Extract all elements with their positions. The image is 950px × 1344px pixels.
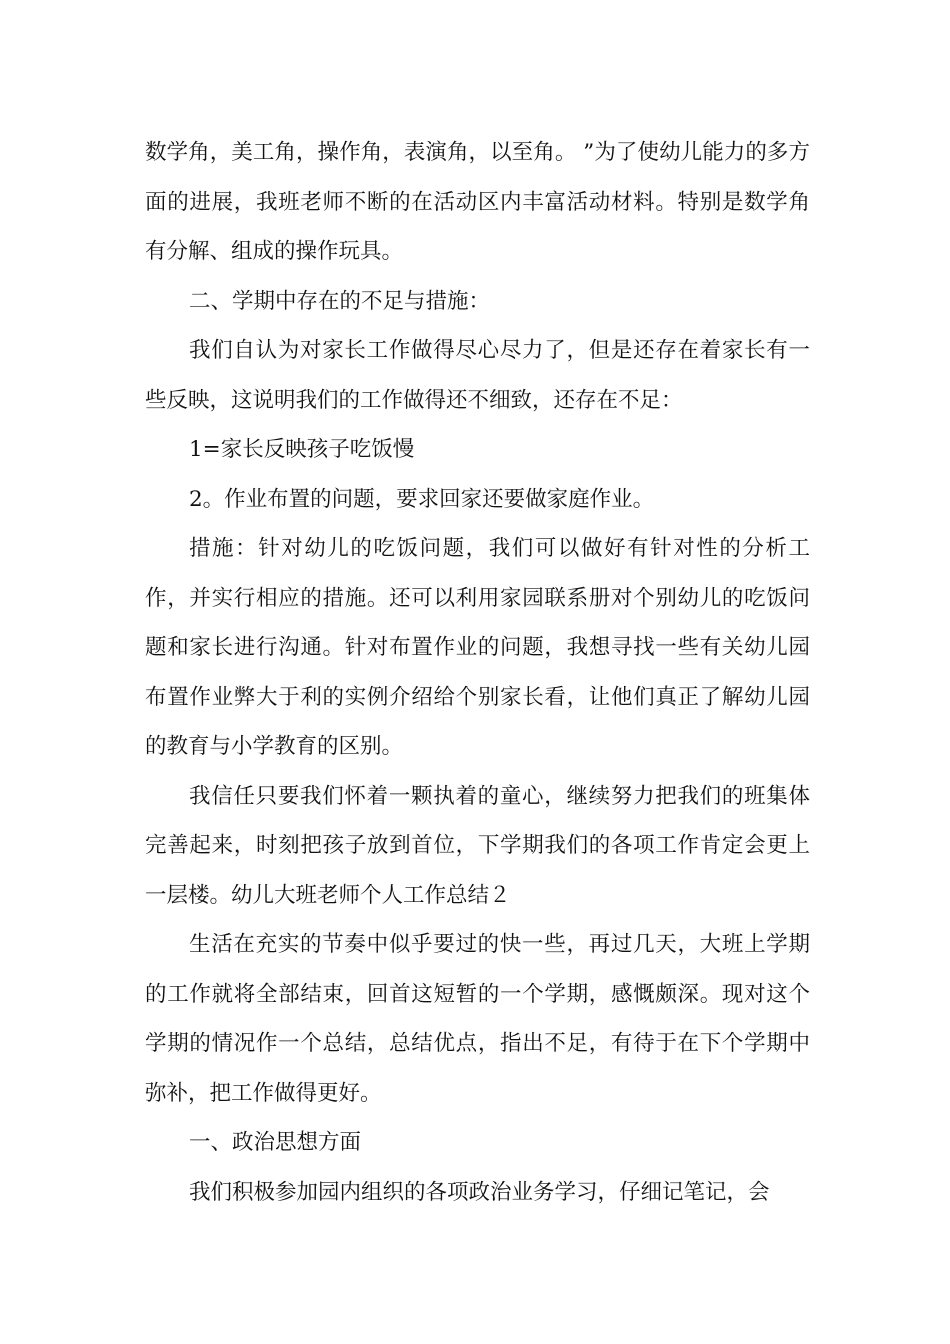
list-item: 2。作业布置的问题，要求回家还要做家庭作业。 <box>189 486 655 512</box>
paragraph: 生活在充实的节奏中似乎要过的快一些，再过几天，大班上学期的工作就将全部结束，回首这短暂的一个学期，感慨颇深。现对这个学期的情况作一个总结，总结优点，指出不足，有待于在下个学期中弥补，把工作做得更好。 <box>145 932 810 1106</box>
paragraph: 数学角，美工角，操作角，表演角，以至角。 ”为了使幼儿能力的多方面的进展，我班老师不断的在活动区内丰富活动材料。特别是数学角有分解、组成的操作玩具。 <box>145 140 810 264</box>
paragraph: 我们积极参加园内组织的各项政治业务学习，仔细记笔记，会 <box>189 1179 770 1205</box>
paragraph: 措施：针对幼儿的吃饭问题，我们可以做好有针对性的分析工作，并实行相应的措施。还可以利用家园联系册对个别幼儿的吃饭问题和家长进行沟通。针对布置作业的问题，我想寻找一些有关幼儿园布置作业弊大于利的实例介绍给个别家长看，让他们真正了解幼儿园的教育与小学教育的区别。 <box>145 536 810 759</box>
paragraph: 我们自认为对家长工作做得尽心尽力了，但是还存在着家长有一些反映，这说明我们的工作做得还不细致，还存在不足： <box>145 338 810 413</box>
section-heading: 二、学期中存在的不足与措施： <box>189 288 491 314</box>
section-heading: 一、政治思想方面 <box>189 1130 362 1155</box>
list-item: 1=家长反映孩子吃饭慢 <box>189 437 415 462</box>
document-body <box>145 128 810 1217</box>
paragraph: 我信任只要我们怀着一颗执着的童心，继续努力把我们的班集体完善起来，时刻把孩子放到首位，下学期我们的各项工作肯定会更上一层楼。幼儿大班老师个人工作总结２ <box>145 783 810 908</box>
